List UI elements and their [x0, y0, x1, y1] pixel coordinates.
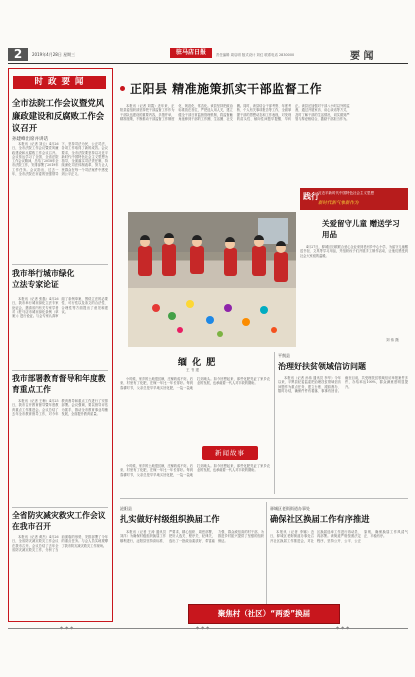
election-banner-text: 聚焦村（社区）“两委”换届 — [217, 609, 311, 618]
column-divider — [266, 502, 267, 620]
election-banner — [188, 604, 340, 624]
sidebar-column-title: 时 政 要 闻 — [13, 76, 106, 89]
bottom-left-headline: 扎实做好村级组织换届工作 — [120, 514, 220, 524]
body-text: 本报讯（记者 刘震）近年来，正阳县委组织部坚持把干部监督工作作为干部队伍建设的重要内容，多措并举，精准施策，不断推动干部监督工作制度化、规范化、常态化。该县坚持把政治标准放在首位，严把选人用人关，建立健全干部日常监督管理机制，将监督触角延伸到干部的工作圈、生活圈、社交圈。同时，该县结合干部考察、年度考核、个人有关事项报告等工作，全面掌握干部的思想动态和工作表现，对发现的苗头性、倾向性问题早提醒、早纠正。该县还加强对干部八小时以外的监督，通过开展家访、谈心谈话等方式，及时了解干部的生活情况，切实做到严管与厚爱相结合，激励干部担当作为。 — [120, 104, 350, 121]
footer-ornament-center: ◆◆◆ — [196, 625, 212, 630]
body-text: 4月27日，驿城区妇联联合爱心企业来到老河乡中心小学，为留守儿童赠送书包、文具等学习用品，并组织孩子们开展手工制作活动，让他们感受到社会大家庭的温暖。 — [300, 245, 408, 258]
news-story-badge — [202, 446, 258, 460]
column-divider — [274, 352, 275, 494]
page-number-box — [8, 48, 28, 61]
lead-headline-row — [120, 80, 405, 98]
editor-line: 责任编辑 周启明 版式设计 刘红 联系电话 2830000 — [216, 53, 295, 57]
body-text: 本报讯（记者 王梅）4月25日，我市召开教育督导暨年度教育重点工作推进会。会议总结了去年全市教育督导工作，对今年教育督导和重点工作进行了安排部署。会议强调，要以督导评估为抓手，推动全市教育事业均衡发展，全面提升教育质量。 — [12, 399, 108, 416]
photo-illustration — [128, 212, 296, 347]
bottom-right-body — [270, 530, 408, 606]
headline: 我市部署教育督导和年度教育重点工作 — [12, 374, 106, 394]
essay-body — [120, 377, 270, 441]
body-text: 本报讯（记者 刘云）4月26日，全市法院工作会议暨党风廉政建设和反腐败工作会议召开。会议传达学习了全国、全省法院工作会议精神，总结了2018年全市法院工作，安排部署了2019年工作任务。会议指出，过去一年，全市法院在市委的坚强领导下，坚持司法为民、公正司法，各项工作取得了新的成效。会议要求，全市法院要坚持以习近平新时代中国特色社会主义思想为指导，全面落实司法责任制，持续深化司法体制改革，努力让人民群众在每一个司法案件中感受到公平正义。 — [12, 142, 108, 177]
sidebar-article-3-body — [12, 399, 108, 504]
headline: 全省防灾减灾救灾工作会议在我市召开 — [12, 511, 106, 531]
sidebar-article-3 — [12, 373, 108, 395]
footer-ornament-right: ◆◆◆ — [336, 625, 352, 630]
lead-body — [120, 104, 408, 186]
banner-line1: 习近平新时代中国特色社会主义思想 — [318, 191, 374, 195]
headline: 全市法院工作会议暨党风廉政建设和反腐败工作会议召开 — [12, 98, 105, 133]
news-story-body — [120, 464, 270, 494]
children-photo — [128, 212, 296, 347]
body-text: 本报讯（记者 王涛 通讯员 刘洋）为确保村级组织换届工作顺利进行，泌阳县坚持高标准、严要求，精心组织、周密部署，把好人选关、程序关、纪律关，选出了一批政治素质好、带富能力强、群众威信高的村干部，为推进乡村振兴提供了坚强的组织保证。 — [120, 530, 264, 543]
body-text: 小时候，家乡的土地很贫瘠，庄稼收成不好。后来，村里有了化肥，庄稼一年比一年长得好。每到春耕时节，父亲总是早早地买回化肥，一袋一袋地扛到地头。如今回想起来，那些化肥见证了家乡农业的发展，也承载着一代人对丰收的期盼。 — [120, 464, 270, 477]
subhead: 孙建峰出席并讲话 — [12, 136, 48, 142]
banner-line2: 新时代新气象新作为 — [318, 201, 359, 206]
body-text: 本报讯（记者 孙伟 通讯员 李华）今年以来，平舆县纪委监委把治理扶贫领域信访问题作为重点任务，建立台账、跟踪督办、限时办结，确保件件有着落、事事有回音。截至目前，共受理扶贫领域信访举报案件多件，办结率达100%，群众满意度明显提升。 — [278, 376, 408, 393]
banner-label: 践行 — [303, 191, 319, 201]
essay-headline: 缅 化 肥 — [178, 358, 217, 368]
headline: 我市举行城市绿化立法专家论证 — [12, 269, 75, 289]
sidebar-divider — [12, 264, 108, 265]
lead-headline: 正阳县 精准施策抓实干部监督工作 — [130, 82, 323, 96]
sidebar-article-1 — [12, 97, 108, 142]
section-title: 要 闻 — [350, 51, 374, 62]
bottom-left-kicker: 泌阳县 — [120, 506, 132, 511]
sidebar-article-2 — [12, 268, 108, 290]
photo-credit: 刘 伟 摄 — [386, 338, 399, 342]
essay-author: 王 书 建 — [186, 368, 200, 372]
page-number: 2 — [13, 47, 23, 61]
body-text: 小时候，家乡的土地很贫瘠，庄稼收成不好。后来，村里有了化肥，庄稼一年比一年长得好。每到春耕时节，父亲总是早早地买回化肥，一袋一袋地扛到地头。如今回想起来，那些化肥见证了家乡农业的发展，也承载着一代人对丰收的期盼。 — [120, 377, 270, 390]
sidebar-article-4 — [12, 510, 108, 532]
sidebar-divider — [12, 507, 108, 508]
footer-ornament-left: ◆◆◆ — [60, 625, 76, 630]
sidebar-article-2-body — [12, 297, 108, 367]
news-story-label: 新闻故事 — [215, 449, 245, 457]
date-line: 2019年4月28日 星期三 — [32, 52, 76, 57]
right-mid-headline: 治理好扶贫领域信访问题 — [278, 362, 366, 371]
right-mid-body — [278, 376, 408, 494]
bottom-right-headline: 确保社区换届工作有序推进 — [270, 514, 370, 524]
photo-story-body — [300, 245, 408, 341]
body-text: 本报讯（记者 李娜）近日，驿城区老街街道办事处召开社区换届工作推进会，对社区换届选举工作进行再动员、再部署。该街道严格按照法定程序，坚持公开、公平、公正原则，确保换届工作风清气正、平稳有序。 — [270, 530, 408, 543]
header-rule — [8, 63, 408, 64]
photo-story-headline: 关爱留守儿童 赠送学习用品 — [322, 219, 400, 239]
masthead: 驻马店日报 — [170, 48, 212, 58]
theory-banner — [300, 188, 408, 210]
bottom-right-kicker: 驿城区老街街道办事处 — [270, 506, 310, 511]
sidebar-article-1-body — [12, 142, 108, 260]
body-text: 本报讯（记者 黄杰）4月26日，全省防灾减灾救灾工作会议在我市召开。会议总结了去年全省防灾减灾救灾工作，分析了当前面临的形势，安排部署了今年的重点任务。与会人员实地观摩了我市防灾减灾救灾工作现场。 — [12, 535, 108, 552]
body-text: 本报讯（记者 张磊）4月26日，我市举行城市绿化立法专家论证会，邀请省内有关专家学者对《驻马店市城市绿化条例（草案）》进行论证。与会专家认真审阅了条例草案，围绕立法的必要性、可行性以及条文的合法性、合理性等方面提出了意见和建议。 — [12, 297, 108, 319]
sidebar-divider — [12, 370, 108, 371]
right-mid-kicker: 平舆县 — [278, 353, 290, 358]
section-divider — [120, 498, 408, 499]
headline-decor-icon — [120, 86, 125, 91]
sidebar-article-4-body — [12, 535, 108, 617]
